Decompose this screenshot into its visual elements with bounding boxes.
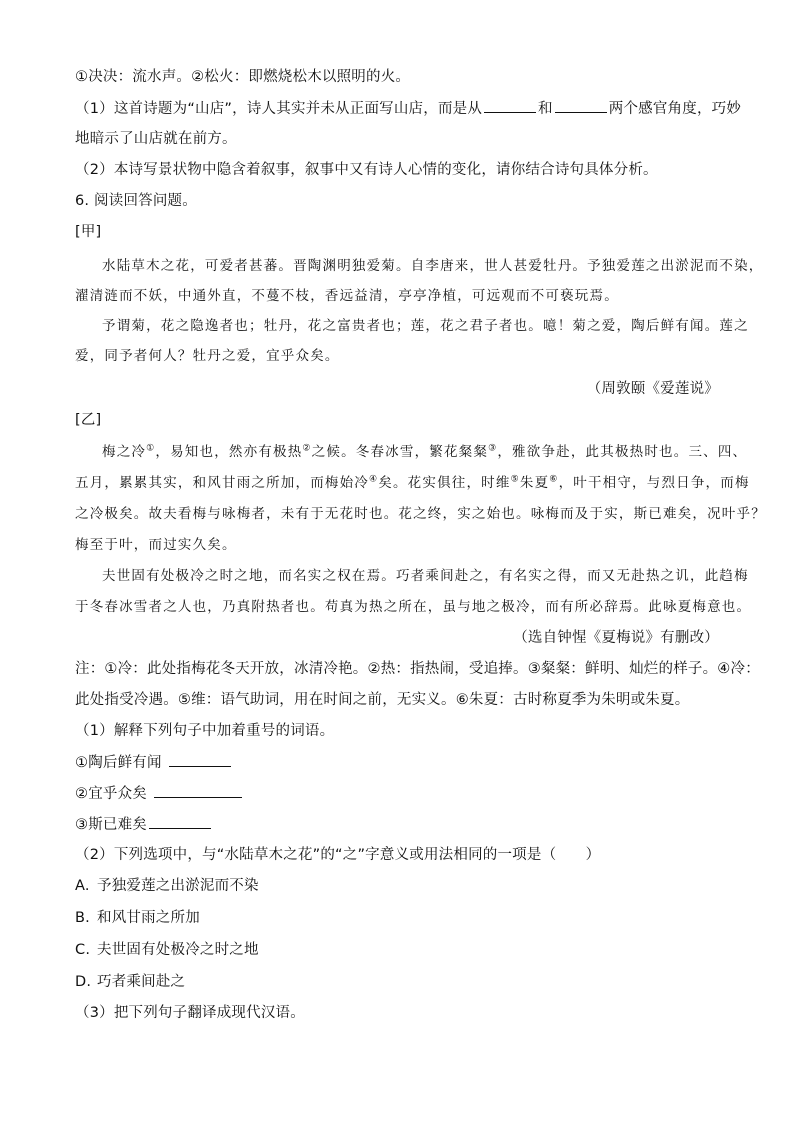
sub-question-1-prompt: （1）解释下列句子中加着重号的词语。 [75, 723, 335, 739]
option-label: A. [75, 878, 90, 894]
question-6-title: 6. 阅读回答问题。 [75, 193, 197, 209]
answer-blank-4[interactable] [154, 783, 242, 798]
option-label: B. [75, 910, 90, 926]
option-label: C. [75, 942, 91, 958]
sub-question-1-item-3 [75, 814, 213, 835]
question-1-line-2: 地暗示了山店就在前方。 [75, 131, 237, 147]
footnote-marker: ⑥ [549, 474, 559, 485]
question-1-line-1 [75, 98, 741, 119]
yi-text: ，雅欲争赴，此其极热时也。三、四、 [497, 444, 748, 460]
yi-text: ，叶干相守，与烈日争，而梅 [558, 475, 750, 491]
option-text: 和风甘雨之所加 [97, 910, 200, 926]
sub-question-2-prompt: （2）下列选项中，与“水陆草木之花”的“之”字意义或用法相同的一项是（ ） [75, 847, 601, 863]
yi-text: 之候。冬春冰雪，繁花粲粲 [311, 444, 489, 460]
footnote-marker: ① [146, 443, 156, 454]
passage-jia-label: [甲] [75, 224, 102, 240]
footnote-marker: ⑤ [510, 474, 520, 485]
option-text: 夫世固有处极冷之时之地 [97, 942, 259, 958]
yi-paragraph-1-line-4: 梅至于叶，而过实久矣。 [75, 537, 237, 553]
passage-yi-label: [乙] [75, 412, 102, 428]
yi-text: 朱夏 [519, 475, 550, 491]
sub-question-1-item-2 [75, 783, 244, 804]
yi-paragraph-1-line-1 [102, 442, 747, 462]
yi-text: 五月，累累其实，和风甘雨之所加，而梅始冷 [75, 475, 369, 491]
yi-text: 矣。花实俱往，时维 [378, 475, 511, 491]
jia-paragraph-2-line-2: 爱，同予者何人？牡丹之爱，宜乎众矣。 [75, 348, 340, 364]
notes-top: ①决决：流水声。②松火：即燃烧松木以照明的火。 [75, 69, 411, 85]
yi-paragraph-2-line-2: 于冬春冰雪者之人也，乃真附热者也。苟真为热之所在，虽与地之极冷，而有所必辞焉。此咏夏梅意也。 [75, 599, 752, 615]
option-text: 巧者乘间赴之 [97, 974, 186, 990]
notes-line-2: 此处指受冷遇。⑤维：语气助词，用在时间之前，无实义。⑥朱夏：古时称夏季为朱明或朱夏。 [75, 692, 690, 708]
option-c[interactable] [75, 940, 259, 960]
sub-question-1-item-1 [75, 752, 233, 773]
question-1-text-after: 两个感官角度，巧妙 [608, 101, 742, 117]
answer-blank-5[interactable] [149, 814, 211, 829]
jia-paragraph-1-line-1: 水陆草木之花，可爱者甚蕃。晋陶渊明独爱菊。自李唐来，世人甚爱牡丹。予独爱莲之出淤泥而不染， [102, 258, 764, 274]
option-d[interactable] [75, 972, 185, 992]
sub-question-3-prompt: （3）把下列句子翻译成现代汉语。 [75, 1005, 305, 1021]
yi-paragraph-1-line-2 [75, 473, 750, 493]
option-label: D. [75, 974, 92, 990]
question-1-text-before: （1）这首诗题为“山店”，诗人其实并未从正面写山店，而是从 [75, 101, 483, 117]
jia-source: （周敦颐《爱莲说》 [586, 381, 719, 397]
footnote-marker: ② [302, 443, 312, 454]
jia-paragraph-2-line-1: 予谓菊，花之隐逸者也；牡丹，花之富贵者也；莲，花之君子者也。噫！菊之爱，陶后鲜有闻。莲之 [102, 318, 749, 334]
footnote-marker: ③ [488, 443, 498, 454]
option-text: 予独爱莲之出淤泥而不染 [97, 878, 259, 894]
jia-paragraph-1-line-2: 濯清涟而不妖，中通外直，不蔓不枝，香远益清，亭亭净植，可远观而不可亵玩焉。 [75, 288, 619, 304]
item-text: ③斯已难矣 [75, 817, 147, 833]
question-2: （2）本诗写景状物中隐含着叙事，叙事中又有诗人心情的变化，请你结合诗句具体分析。 [75, 162, 658, 178]
answer-blank-2[interactable] [555, 98, 607, 113]
yi-text: 梅之冷 [102, 444, 147, 460]
yi-paragraph-2-line-1: 夫世固有处极冷之时之地，而名实之权在焉。巧者乘间赴之，有名实之得，而又无赴热之讥，此趋梅 [102, 568, 749, 584]
answer-blank-3[interactable] [169, 752, 231, 767]
option-a[interactable] [75, 876, 259, 896]
item-text: ①陶后鲜有闻 [75, 755, 162, 771]
answer-blank-1[interactable] [484, 98, 536, 113]
yi-text: ，易知也，然亦有极热 [155, 444, 303, 460]
question-1-text-mid: 和 [538, 101, 553, 117]
item-text: ②宜乎众矣 [75, 786, 147, 802]
yi-source: （选自钟惺《夏梅说》有删改） [513, 630, 719, 646]
footnote-marker: ④ [369, 474, 379, 485]
yi-paragraph-1-line-3: 之冷极矣。故夫看梅与咏梅者，未有于无花时也。花之终，实之始也。咏梅而及于实，斯已难矣，况叶乎？ [75, 506, 766, 522]
option-b[interactable] [75, 908, 200, 928]
notes-line-1: 注：①冷：此处指梅花冬天开放，冰清冷艳。②热：指热闹，受追捧。③粲粲：鲜明、灿烂的样子。④冷： [75, 661, 760, 677]
